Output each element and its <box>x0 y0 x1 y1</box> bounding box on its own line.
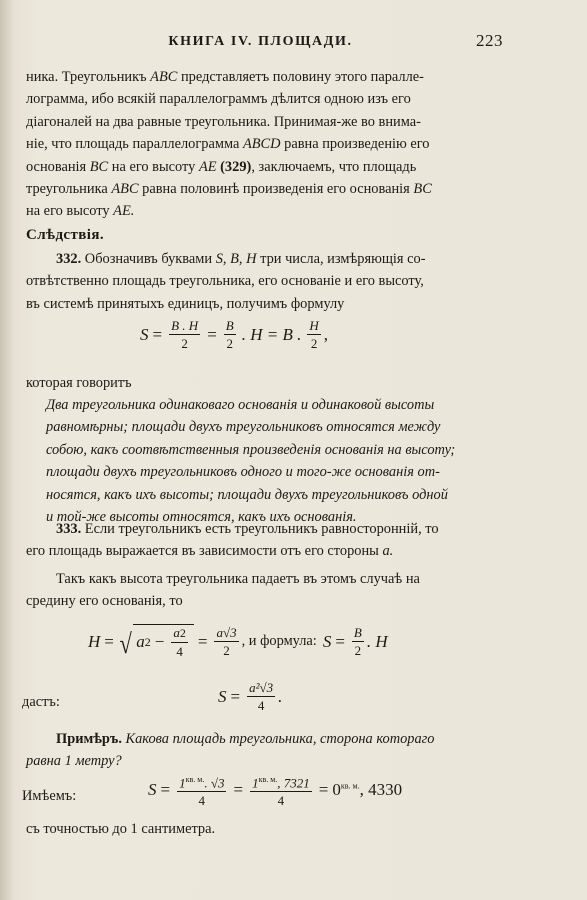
text-line: Такъ какъ высота треугольника падаетъ въ этомъ случаѣ на <box>56 571 420 587</box>
theorem-statement <box>46 394 506 528</box>
text-line: и той-же высоты относятся, какъ ихъ основанія. <box>46 509 357 526</box>
paragraph-333 <box>26 518 506 563</box>
text-line: Примѣръ. Какова площадь треугольника, сторона котораго <box>56 731 435 747</box>
text-line: ніе, что площадь параллелограмма ABCD равна произведенію его <box>26 136 430 153</box>
text-line: ника. Треугольникъ ABC представляетъ половину этого паралле- <box>26 69 424 85</box>
page-number: 223 <box>476 31 503 50</box>
formula-example: S = $\frac{1^{кв. м.}. √3}{4}$ = $\frac{1^{кв. м.}, 7321}{4}$ = $0^{кв. м.}$, 4330 <box>148 772 402 808</box>
paragraph-proof <box>26 66 506 223</box>
example-block <box>26 728 506 773</box>
formula-area: S = $\frac{B . H}{2}$ = $\frac{B}{2}$ . H = B . $\frac{H}{2}$ , <box>140 318 329 351</box>
text-line: діагоналей на два равные треугольника. Принимая-же во внима- <box>26 113 421 130</box>
text-line: отвѣтственно площадь треугольника, его основаніе и его высоту, <box>26 273 424 290</box>
running-header: КНИГА IV. ПЛОЩАДИ. <box>168 34 353 49</box>
text-line: 333. Если треугольникъ есть треугольникъ равносторонній, то <box>56 521 439 537</box>
text-line: лограмма, ибо всякій параллелограммъ дѣлится одною изъ его <box>26 91 411 108</box>
paragraph-332 <box>26 248 506 315</box>
formula-height: H = √ a 2 − $\frac{a2}{4}$ = $\frac{a√3}{2}$ , и формула: S = $\frac{B}{2}$ . H <box>88 625 388 660</box>
text-line: равномѣрны; площади двухъ треугольниковъ относятся между <box>46 419 441 436</box>
formula-equilateral-area: S = $\frac{\text{a²√3}}{4}$ . <box>218 680 283 713</box>
text-line: его площадь выражается въ зависимости отъ его стороны a. <box>26 543 394 560</box>
section-heading: Слѣдствія. <box>26 227 104 243</box>
text-line: на его высоту AE. <box>26 203 135 220</box>
paragraph-height <box>26 568 506 613</box>
text-line: 332. Обозначивъ буквами S, B, H три числа, измѣряющія со- <box>56 251 426 267</box>
text-line: равна 1 метру? <box>26 753 122 770</box>
text-label: Имѣемъ: <box>22 788 77 804</box>
text-line: средину его основанія, то <box>26 593 183 610</box>
text-line: основанія BC на его высоту AE (329), заключаемъ, что площадь <box>26 158 417 175</box>
text-line: треугольника ABC равна половинѣ произведенія его основанія BC <box>26 181 432 198</box>
text-line: собою, какъ соотвѣтственныя произведенія основанія на высоту; <box>46 441 456 458</box>
text-line: въ системѣ принятыхъ единицъ, получимъ формулу <box>26 295 345 312</box>
text-line: Два треугольника одинаковаго основанія и одинаковой высоты <box>46 397 435 413</box>
text-line: которая говоритъ <box>26 375 132 391</box>
text-line: площади двухъ треугольниковъ одного и того-же основанія от- <box>46 464 440 481</box>
text-label: дастъ: <box>22 694 60 710</box>
text-line: носятся, какъ ихъ высоты; площади двухъ треугольниковъ одной <box>46 486 448 503</box>
text-line: съ точностью до 1 сантиметра. <box>26 821 216 837</box>
